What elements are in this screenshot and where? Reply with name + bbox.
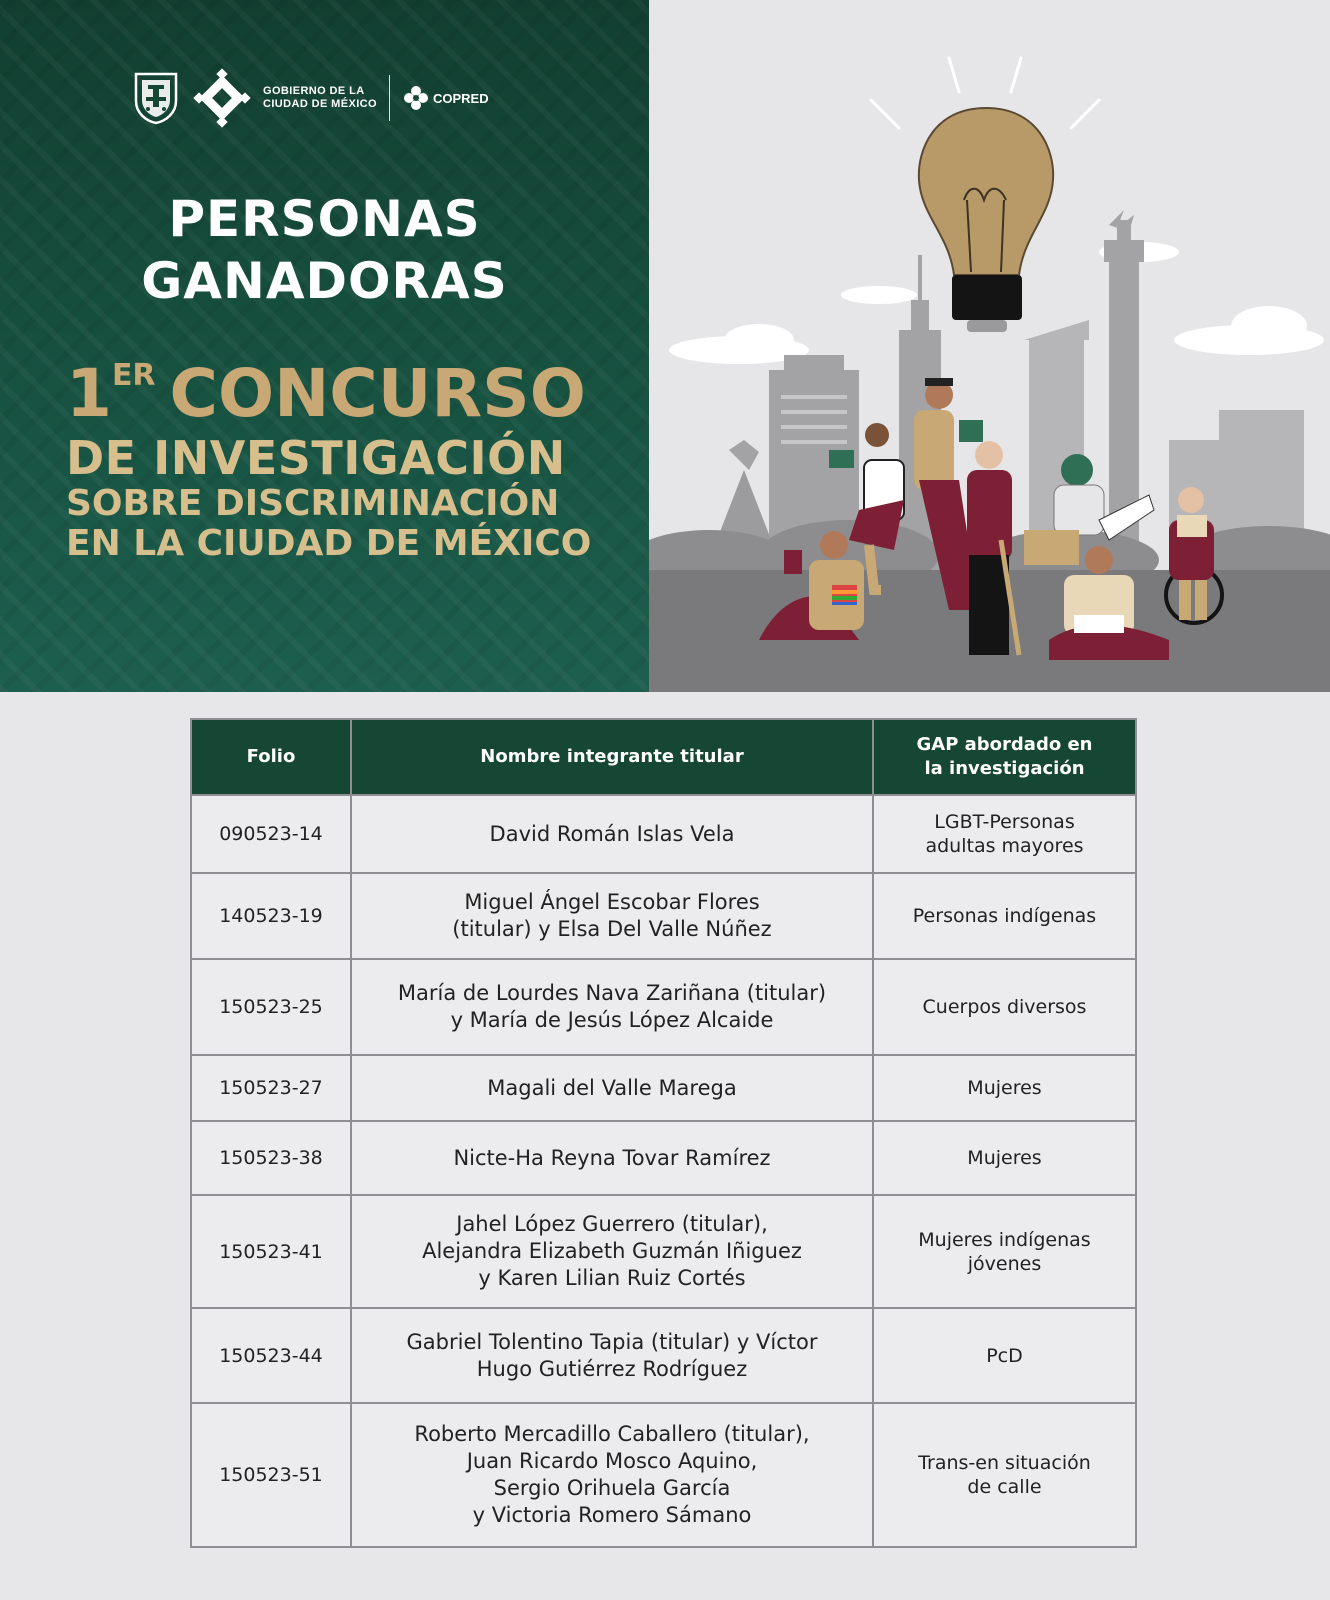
table-row bbox=[191, 1308, 1136, 1403]
table-row bbox=[191, 959, 1136, 1055]
header-folio: Folio bbox=[191, 719, 351, 795]
name-cell: Gabriel Tolentino Tapia (titular) y Víctor Hugo Gutiérrez Rodríguez bbox=[351, 1308, 873, 1403]
winners-table bbox=[190, 718, 1137, 1548]
gap-cell: Mujeres bbox=[873, 1055, 1136, 1121]
folio-cell: 150523-51 bbox=[191, 1403, 351, 1547]
hero-illustration-panel bbox=[649, 0, 1330, 692]
contest-line-2: DE INVESTIGACIÓN bbox=[66, 431, 566, 485]
page-title bbox=[0, 188, 649, 312]
table-header-row bbox=[191, 719, 1136, 795]
gap-cell: Mujeres indígenas jóvenes bbox=[873, 1195, 1136, 1308]
gov-line-2: CIUDAD DE MÉXICO bbox=[263, 98, 377, 110]
header-name: Nombre integrante titular bbox=[351, 719, 873, 795]
winners-table-container bbox=[190, 718, 1135, 1548]
gap-cell: LGBT-Personas adultas mayores bbox=[873, 795, 1136, 873]
folio-cell: 090523-14 bbox=[191, 795, 351, 873]
folio-cell: 150523-44 bbox=[191, 1308, 351, 1403]
gap-cell: Personas indígenas bbox=[873, 873, 1136, 959]
folio-cell: 150523-25 bbox=[191, 959, 351, 1055]
government-name bbox=[263, 85, 377, 111]
copred-logo bbox=[402, 84, 489, 112]
gap-cell: PcD bbox=[873, 1308, 1136, 1403]
table-row bbox=[191, 795, 1136, 873]
table-row bbox=[191, 1121, 1136, 1195]
contest-line-3: SOBRE DISCRIMINACIÓN bbox=[66, 483, 560, 524]
name-cell: Roberto Mercadillo Caballero (titular), Juan Ricardo Mosco Aquino, Sergio Orihuela García y Victoria Romero Sámano bbox=[351, 1403, 873, 1547]
folio-cell: 140523-19 bbox=[191, 873, 351, 959]
name-cell: Nicte-Ha Reyna Tovar Ramírez bbox=[351, 1121, 873, 1195]
gov-line-1: GOBIERNO DE LA bbox=[263, 85, 365, 97]
cdmx-logo-icon bbox=[193, 68, 251, 128]
hero-green-panel bbox=[0, 0, 649, 692]
gap-cell: Trans-en situación de calle bbox=[873, 1403, 1136, 1547]
contest-superscript: ER bbox=[111, 358, 156, 393]
table-row bbox=[191, 873, 1136, 959]
title-line-1: PERSONAS bbox=[168, 190, 481, 248]
name-cell: Miguel Ángel Escobar Flores (titular) y Elsa Del Valle Núñez bbox=[351, 873, 873, 959]
name-cell: Jahel López Guerrero (titular), Alejandra Elizabeth Guzmán Iñiguez y Karen Lilian Ruiz Cortés bbox=[351, 1195, 873, 1308]
folio-cell: 150523-27 bbox=[191, 1055, 351, 1121]
contest-line-1 bbox=[66, 356, 606, 432]
table-row bbox=[191, 1403, 1136, 1547]
name-cell: David Román Islas Vela bbox=[351, 795, 873, 873]
header-gap: GAP abordado en la investigación bbox=[873, 719, 1136, 795]
logo-bar bbox=[133, 68, 489, 128]
folio-cell: 150523-41 bbox=[191, 1195, 351, 1308]
copred-label: COPRED bbox=[432, 90, 489, 106]
gap-cell: Cuerpos diversos bbox=[873, 959, 1136, 1055]
title-line-2: GANADORAS bbox=[141, 252, 508, 310]
contest-number: 1 bbox=[66, 355, 112, 432]
table-row bbox=[191, 1195, 1136, 1308]
name-cell: Magali del Valle Marega bbox=[351, 1055, 873, 1121]
contest-title bbox=[66, 356, 606, 564]
contest-word: CONCURSO bbox=[169, 355, 586, 432]
contest-line-4: EN LA CIUDAD DE MÉXICO bbox=[66, 523, 592, 564]
cdmx-coat-of-arms-icon bbox=[133, 71, 179, 125]
gap-cell: Mujeres bbox=[873, 1121, 1136, 1195]
readers-city-illustration bbox=[649, 0, 1330, 692]
hero-banner bbox=[0, 0, 1330, 692]
name-cell: María de Lourdes Nava Zariñana (titular) y María de Jesús López Alcaide bbox=[351, 959, 873, 1055]
logo-divider bbox=[389, 75, 390, 121]
folio-cell: 150523-38 bbox=[191, 1121, 351, 1195]
copred-flower-icon bbox=[402, 84, 430, 112]
table-row bbox=[191, 1055, 1136, 1121]
